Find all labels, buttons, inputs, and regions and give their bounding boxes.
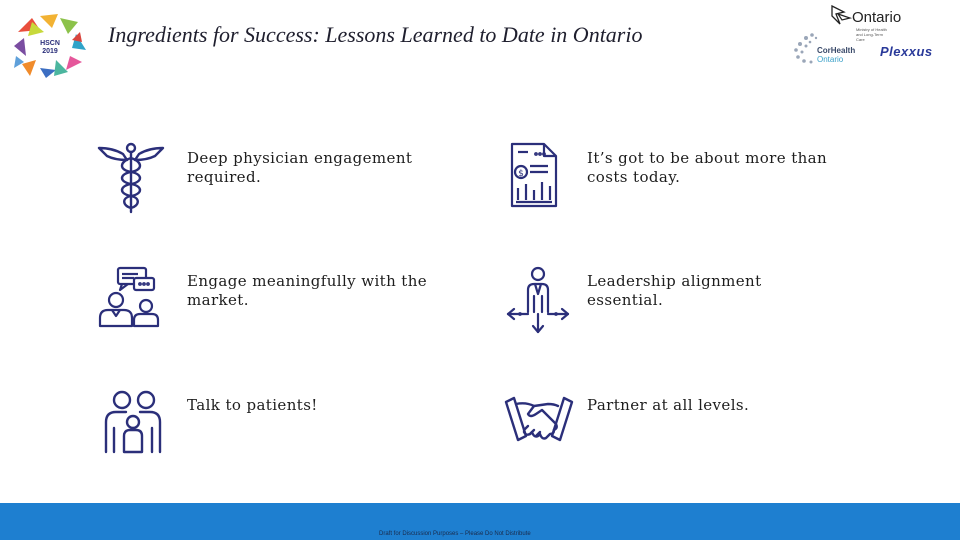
- trillium-icon: [832, 6, 850, 24]
- ontario-ministry-text: Ministry of Health and Long-Term Care: [856, 27, 887, 42]
- financial-document-icon: [510, 142, 578, 210]
- item-leadership-alignment: Leadership alignment essential.: [587, 272, 762, 309]
- caduceus-icon: [97, 142, 165, 210]
- corhealth-logo-text: [817, 46, 855, 64]
- plexxus-logo-text: Plexxus: [880, 44, 933, 59]
- ontario-logo-text: Ontario: [852, 9, 902, 26]
- conversation-icon: [98, 266, 166, 334]
- page-title: Ingredients for Success: Lessons Learned to Date in Ontario: [108, 22, 643, 47]
- item-more-than-costs: It’s got to be about more than costs today.: [587, 149, 828, 186]
- item-physician-engagement: Deep physician engagement required.: [187, 149, 413, 186]
- footer-disclaimer: Draft for Discussion Purposes – Please Do Not Distribute: [379, 531, 531, 537]
- corhealth-sub: Ontario: [817, 55, 844, 64]
- svg-text:$: $: [518, 169, 524, 179]
- item-talk-to-patients: Talk to patients!: [187, 396, 318, 414]
- family-icon: [100, 388, 168, 456]
- hscn-logo-text: HSCN 2019: [40, 40, 60, 55]
- corhealth-name: CorHealth: [817, 46, 856, 55]
- handshake-icon: [504, 392, 572, 460]
- item-partner-all-levels: Partner at all levels.: [587, 396, 750, 414]
- item-engage-market: Engage meaningfully with the market.: [187, 272, 428, 309]
- leader-directions-icon: [504, 266, 572, 334]
- corhealth-swirl-icon: [794, 33, 817, 63]
- hscn-logo: [10, 12, 90, 80]
